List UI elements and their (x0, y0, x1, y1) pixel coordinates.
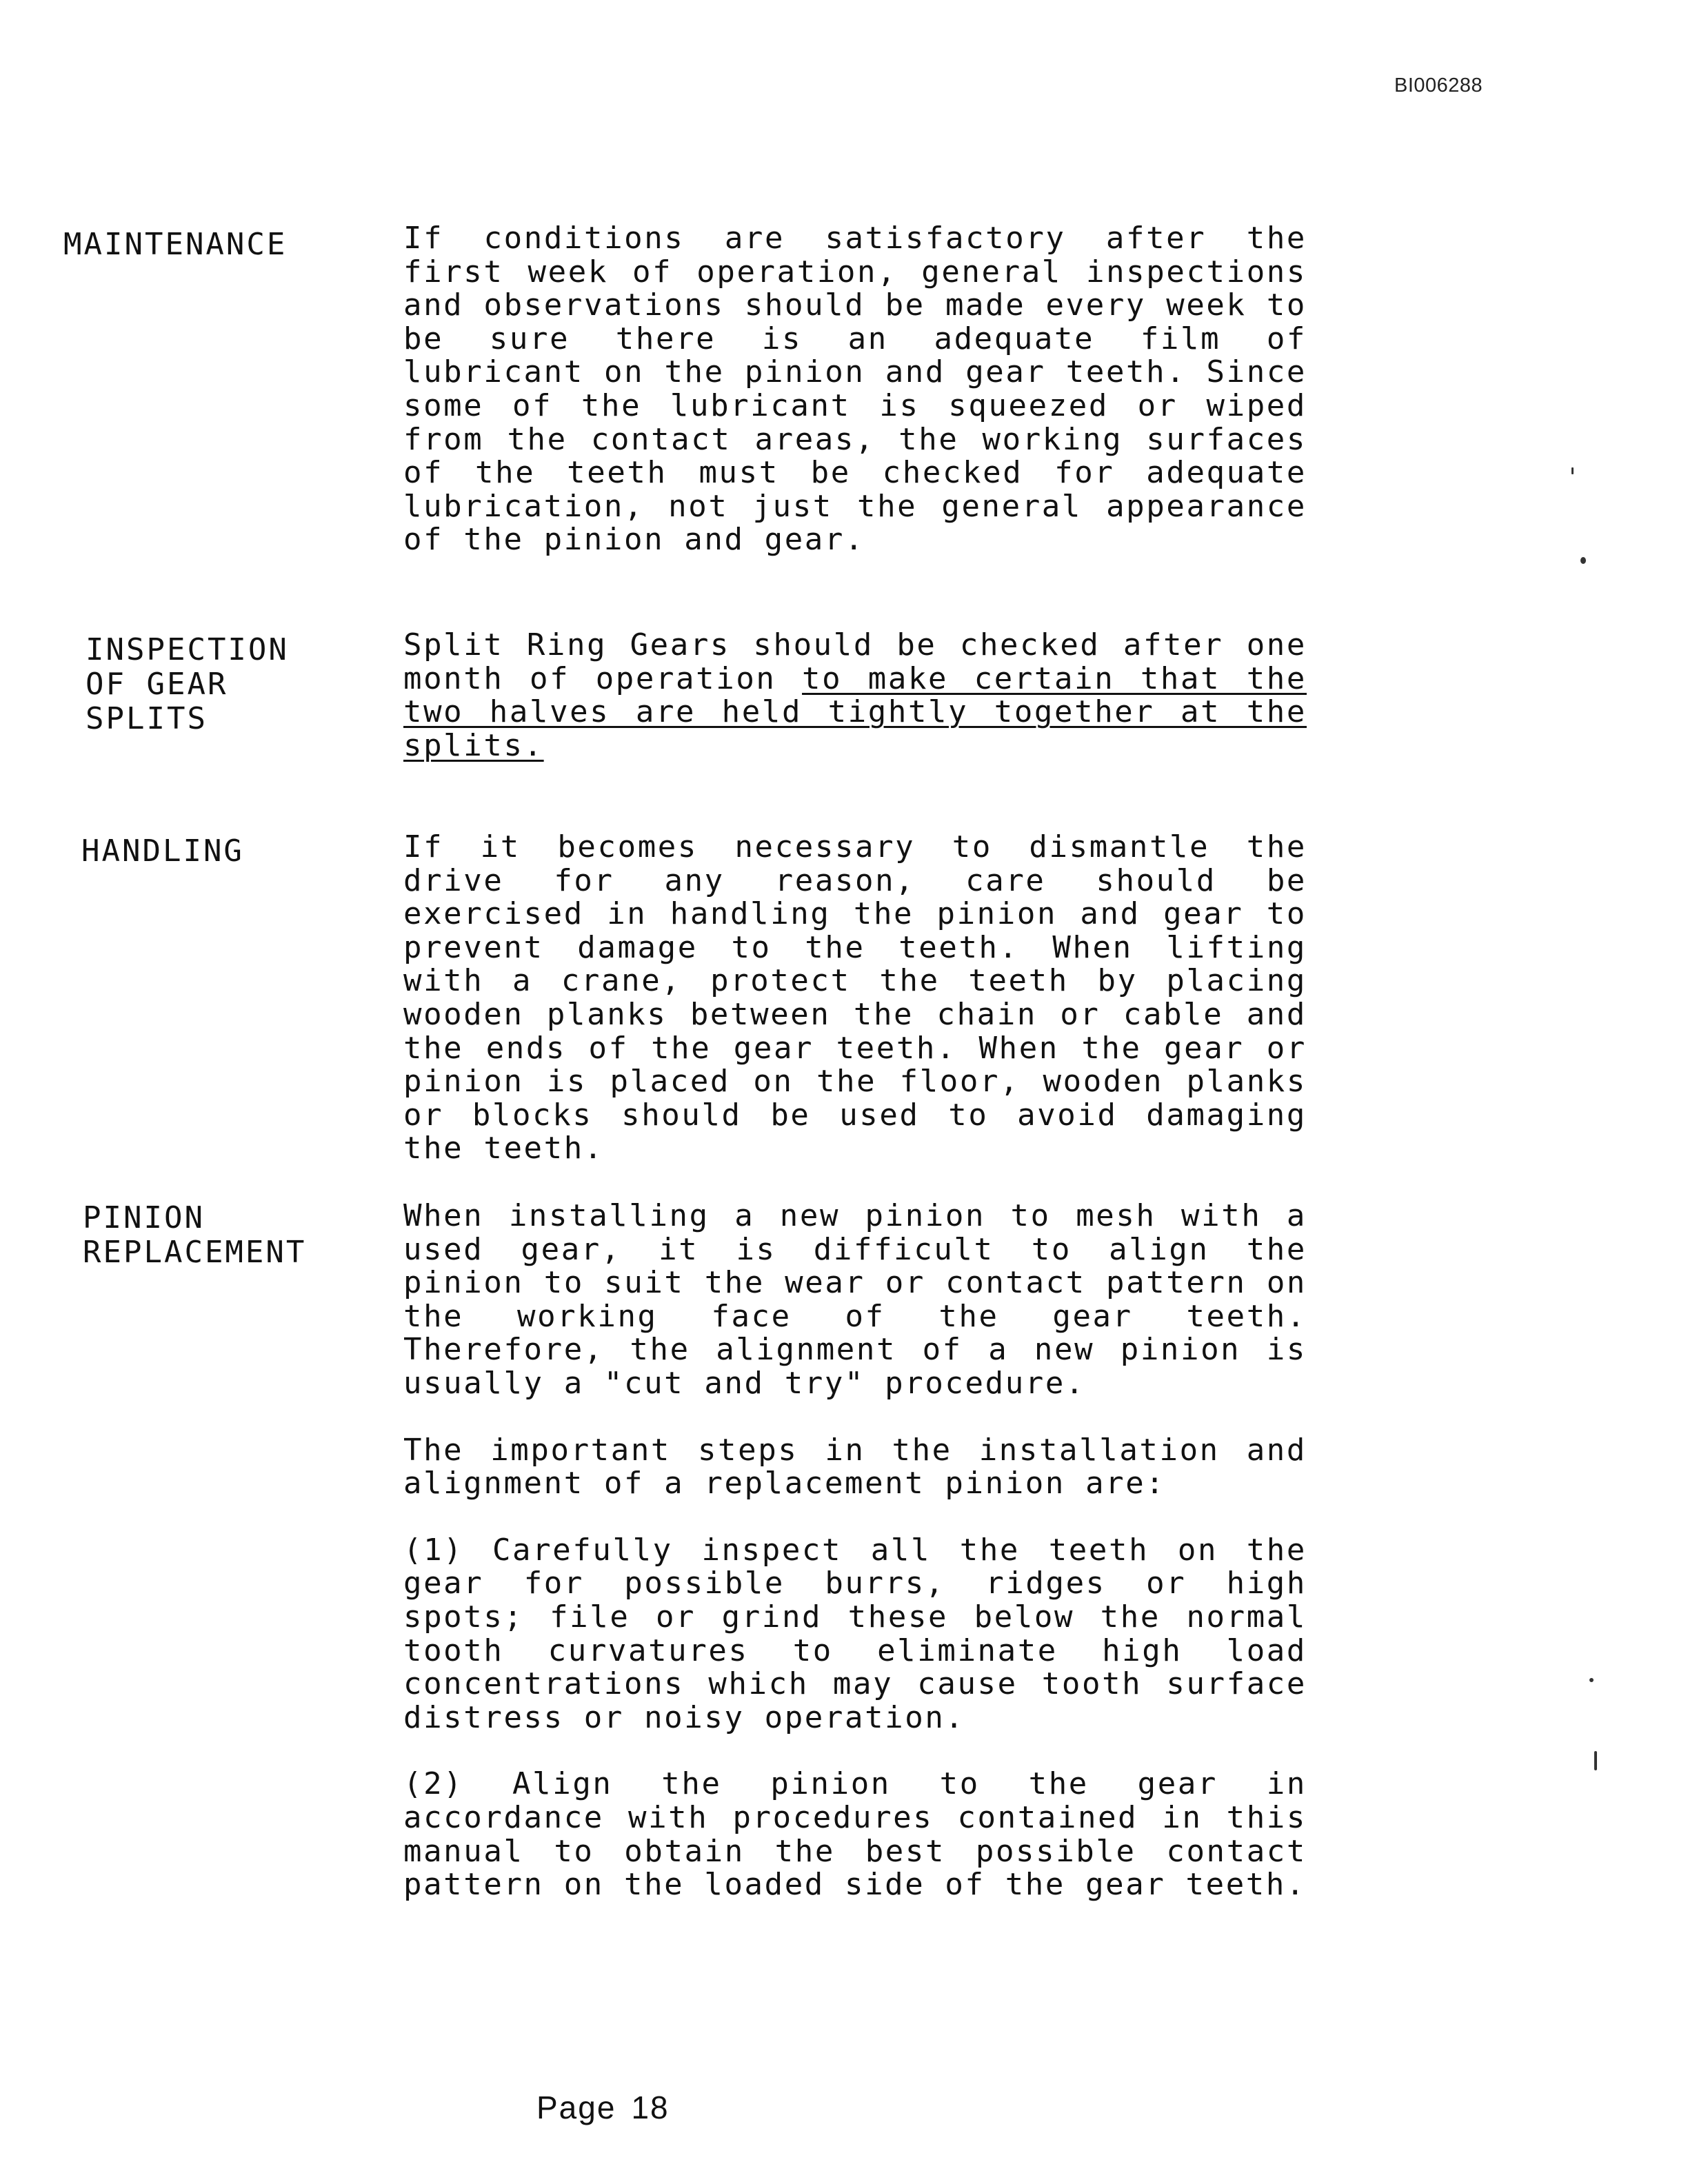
paragraph-text: Split Ring Gears should be checked after one month of operation (403, 627, 1307, 696)
paragraph (403, 629, 1307, 762)
underlined-text: to make certain that the two halves are held tightly together at the splits. (403, 660, 1307, 763)
section-label-pinion-replacement: PINION REPLACEMENT (83, 1200, 307, 1270)
page-number-value: 18 (631, 2090, 670, 2125)
scan-speck (1594, 1751, 1597, 1770)
scan-speck (1589, 1678, 1594, 1682)
section-label-maintenance: MAINTENANCE (63, 227, 288, 262)
scan-speck (1580, 557, 1586, 564)
scan-speck (1571, 467, 1574, 474)
paragraph: (1) Carefully inspect all the teeth on the gear for possible burrs, ridges or high spots; file or grind these below the normal tooth curvatures to eliminate high load concentrations which may cause tooth surface distress or noisy operation. (403, 1532, 1307, 1735)
page-label: Page (536, 2090, 616, 2125)
paragraph: The important steps in the installation and alignment of a replacement pinion are: (403, 1432, 1307, 1502)
section-body-handling (403, 831, 1307, 1166)
paragraph: If it becomes necessary to dismantle the drive for any reason, care should be exercised in handling the pinion and gear to prevent damage to the teeth. When lifting with a crane, protect the teeth by placing wooden planks between the chain or cable and the ends of the gear teeth. When the gear or pinion is placed on the floor, wooden planks or blocks should be used to avoid damaging the teeth. (403, 829, 1307, 1166)
paragraph: When installing a new pinion to mesh with a used gear, it is difficult to align the pinion to suit the wear or contact pattern on the working face of the gear teeth. Therefore, the alignment of a new pinion is usually a "cut and try" procedure. (403, 1198, 1307, 1401)
paragraph: (2) Align the pinion to the gear in accordance with procedures contained in this manual to obtain the best possible contact pattern on the loaded side of the gear teeth. (403, 1766, 1307, 1903)
paragraph: If conditions are satisfactory after the first week of operation, general inspections and observations should be made every week to be sure there is an adequate film of lubricant on the pinion and gear teeth. Since some of the lubricant is squeezed or wiped from the contact areas, the working surfaces of the teeth must be checked for adequate lubrication, not just the general appearance of the pinion and gear. (403, 221, 1307, 558)
section-body-inspection (403, 629, 1307, 762)
document-id: BI006288 (1394, 74, 1483, 97)
page-number (536, 2089, 670, 2126)
section-body-maintenance (403, 222, 1307, 557)
section-label-inspection: INSPECTION OF GEAR SPLITS (86, 632, 289, 736)
section-label-handling: HANDLING (81, 833, 244, 869)
section-body-pinion-replacement (403, 1200, 1307, 1902)
